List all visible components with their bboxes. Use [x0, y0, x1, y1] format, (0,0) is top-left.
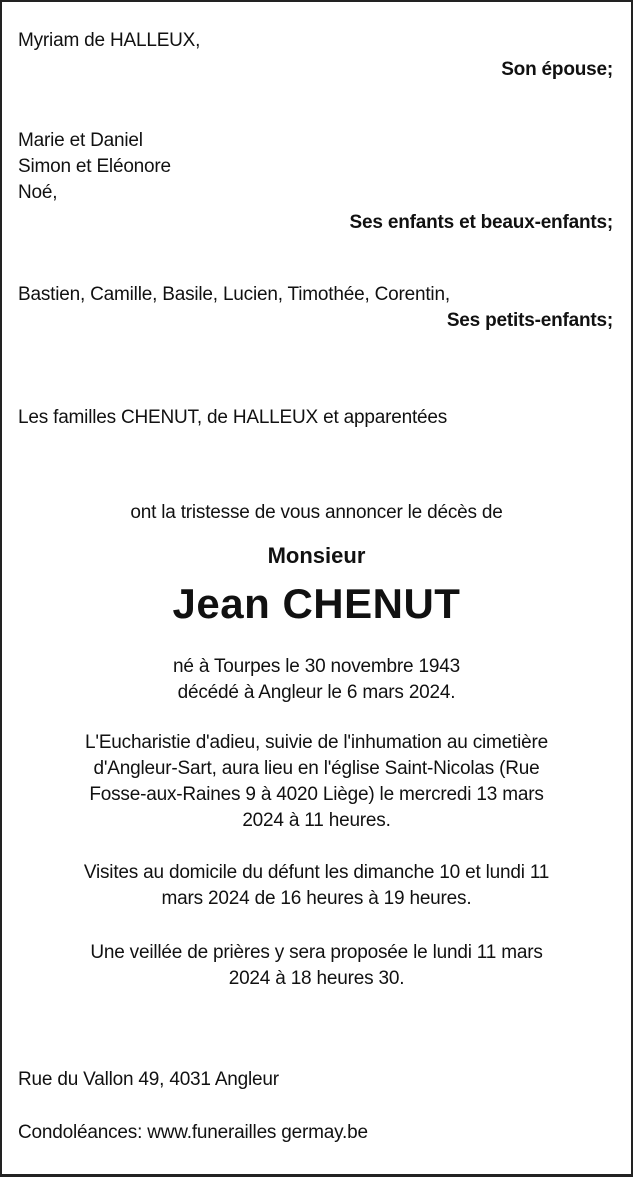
- condolences-line: Condoléances: www.funerailles germay.be: [18, 1122, 368, 1143]
- deceased-title: Monsieur: [267, 543, 366, 568]
- vigil-line-1: Une veillée de prières y sera proposée le lundi 11 mars: [90, 942, 543, 963]
- grandchildren-role: Ses petits-enfants;: [446, 310, 613, 331]
- announcement-text: ont la tristesse de vous annoncer le décès de: [130, 502, 503, 523]
- address-line: Rue du Vallon 49, 4031 Angleur: [18, 1069, 279, 1090]
- child-line-3: Noé,: [18, 182, 58, 203]
- spouse-name: Myriam de HALLEUX,: [18, 30, 201, 51]
- ceremony-line-2: d'Angleur-Sart, aura lieu en l'église Saint-Nicolas (Rue: [93, 758, 540, 779]
- child-line-1: Marie et Daniel: [18, 130, 143, 151]
- children-role: Ses enfants et beaux-enfants;: [349, 212, 613, 233]
- ceremony-line-4: 2024 à 11 heures.: [242, 810, 391, 831]
- spouse-role: Son épouse;: [501, 59, 613, 80]
- vigil-block: [10, 940, 623, 992]
- vigil-line-2: 2024 à 18 heures 30.: [228, 968, 405, 989]
- families-line: Les familles CHENUT, de HALLEUX et apparentées: [18, 407, 448, 428]
- deceased-name: Jean CHENUT: [172, 580, 461, 627]
- ceremony-line-1: L'Eucharistie d'adieu, suivie de l'inhumation au cimetière: [85, 732, 548, 753]
- visits-line-1: Visites au domicile du défunt les dimanche 10 et lundi 11: [83, 862, 550, 883]
- birth-death-block: [10, 654, 623, 706]
- death-line: décédé à Angleur le 6 mars 2024.: [177, 682, 456, 703]
- visits-block: [10, 860, 623, 912]
- birth-line: né à Tourpes le 30 novembre 1943: [173, 656, 460, 677]
- visits-line-2: mars 2024 de 16 heures à 19 heures.: [161, 888, 472, 909]
- ceremony-block: [10, 730, 623, 834]
- announcement: [10, 500, 623, 526]
- grandchildren-names: Bastien, Camille, Basile, Lucien, Timothée, Corentin,: [18, 284, 450, 305]
- child-line-2: Simon et Eléonore: [18, 156, 171, 177]
- ceremony-line-3: Fosse-aux-Raines 9 à 4020 Liège) le mercredi 13 mars: [89, 784, 544, 805]
